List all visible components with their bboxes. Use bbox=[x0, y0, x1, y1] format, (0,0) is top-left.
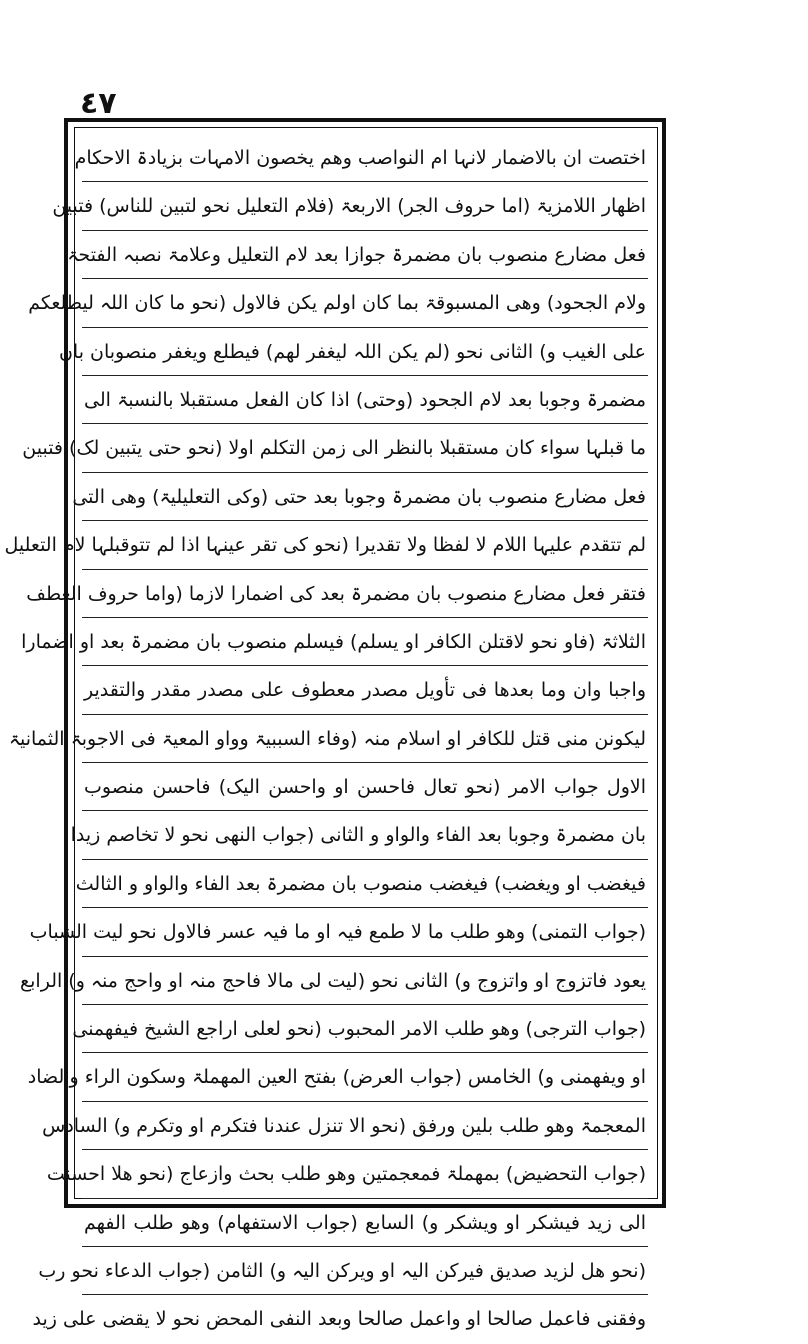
page-number: ٤٧ bbox=[80, 86, 117, 121]
text-line: اختصت ان بالاضمار لانہا ام النواصب وھم یخصون الامہات بزیادۃ الاحکام bbox=[82, 134, 648, 182]
text-line: یعود فاتزوج او واتزوج و) الثانی نحو (لیت لی مالا فاحج منہ او واحج منہ و) الرابع bbox=[82, 957, 648, 1005]
text-line: ما قبلہا سواء کان مستقبلا بالنظر الی زمن التکلم اولا (نحو حتی یتبین لک) فتبین bbox=[82, 424, 648, 472]
text-line: لیکونن منی قتل للکافر او اسلام منہ (وفاء السببیۃ وواو المعیۃ فی الاجوبۃ الثمانیۃ bbox=[82, 715, 648, 763]
text-line: لم تتقدم علیہا اللام لا لفظا ولا تقدیرا (نحو کی تقر عینہا اذا لم تتوقبلہا لام التعلیل bbox=[82, 521, 648, 569]
text-line: وفقنی فاعمل صالحا او واعمل صالحا وبعد النفی المحض نحو لا یقضی علی زید bbox=[32, 1308, 646, 1331]
text-line: فیغضب او ویغضب) فیغضب منصوب بان مضمرۃ بعد الفاء والواو و الثالث bbox=[82, 860, 648, 908]
text-line: (نحو ھل لزید صدیق فیرکن الیہ او ویرکن الیہ و) الثامن (جواب الدعاء نحو رب bbox=[82, 1247, 648, 1295]
text-line: الثلاثۃ (فاو نحو لاقتلن الکافر او یسلم) فیسلم منصوب بان مضمرۃ بعد او اضمارا bbox=[82, 618, 648, 666]
text-line: فعل مضارع منصوب بان مضمرۃ جوازا بعد لام التعلیل وعلامۃ نصبہ الفتحۃ bbox=[82, 231, 648, 279]
text-line: (جواب التحضیض) بمھملۃ فمعجمتین وھو طلب بحث وازعاج (نحو ھلا احسنت bbox=[82, 1150, 648, 1198]
text-line: اظھار اللامزیۃ (اما حروف الجر) الاربعۃ (فلام التعلیل نحو لتبین للناس) فتبین bbox=[82, 182, 648, 230]
text-line: او ویفھمنی و) الخامس (جواب العرض) بفتح العین المھملۃ وسکون الراء والضاد bbox=[82, 1053, 648, 1101]
text-line: المعجمۃ وھو طلب بلین ورفق (نحو الا تنزل عندنا فتکرم او وتکرم و) السادس bbox=[82, 1102, 648, 1150]
text-line: (جواب التمنی) وھو طلب ما لا طمع فیہ او ما فیہ عسر فالاول نحو لیت الشباب bbox=[82, 908, 648, 956]
text-line: فتقر فعل مضارع منصوب بان مضمرۃ بعد کی اضمارا لازما (واما حروف العطف bbox=[82, 570, 648, 618]
text-line: (جواب الترجی) وھو طلب الامر المحبوب (نحو لعلی اراجع الشیخ فیفھمنی bbox=[82, 1005, 648, 1053]
main-text-block bbox=[4, 134, 648, 1331]
text-line: علی الغیب و) الثانی نحو (لم یکن اللہ لیغفر لھم) فیطلع ویغفر منصوبان بان bbox=[82, 328, 648, 376]
text-line: الاول جواب الامر (نحو تعال فاحسن او واحسن الیک) فاحسن منصوب bbox=[82, 763, 648, 811]
text-line: فعل مضارع منصوب بان مضمرۃ وجوبا بعد حتی (وکی التعلیلیۃ) وھی التی bbox=[82, 473, 648, 521]
text-line: الی زید فیشکر او ویشکر و) السابع (جواب الاستفھام) وھو طلب الفھم bbox=[82, 1199, 648, 1247]
text-line: بان مضمرۃ وجوبا بعد الفاء والواو و الثانی (جواب النھی نحو لا تخاصم زیدا bbox=[82, 811, 648, 859]
text-line: ولام الجحود) وھی المسبوقۃ بما کان اولم یکن فالاول (نحو ما کان اللہ لیطلعکم bbox=[82, 279, 648, 327]
text-line: مضمرۃ وجوبا بعد لام الجحود (وحتی) اذا کان الفعل مستقبلا بالنسبۃ الی bbox=[82, 376, 648, 424]
text-line: واجبا وان وما بعدھا فی تأویل مصدر معطوف علی مصدر مقدر والتقدیر bbox=[82, 666, 648, 714]
